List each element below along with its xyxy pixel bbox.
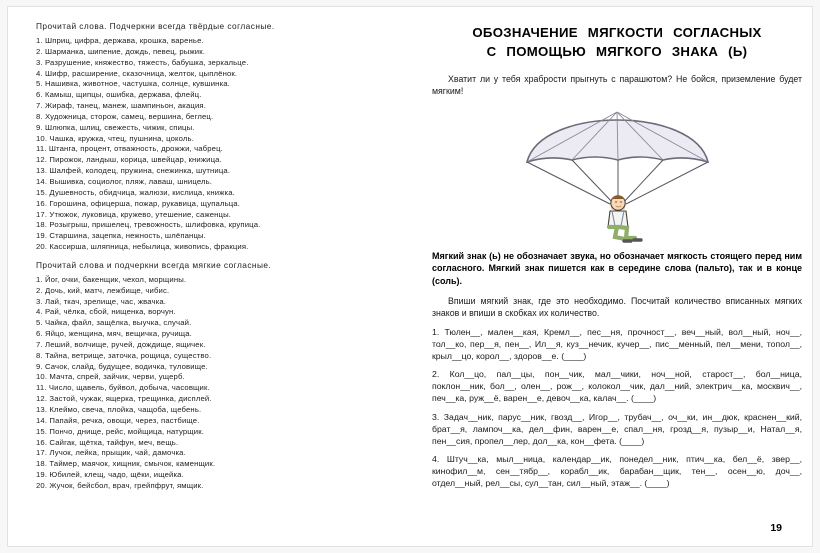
illustration-wrap bbox=[432, 100, 802, 248]
page-title-line2: С ПОМОЩЬЮ МЯГКОГО ЗНАКА (Ь) bbox=[486, 44, 748, 59]
word-list-item: 6. Яйцо, женщина, мяч, вещичка, ручища. bbox=[36, 329, 192, 339]
word-list-item: 3. Разрушение, княжество, тяжесть, бабушка, зеркальце. bbox=[36, 57, 249, 67]
word-list-item: 1. Шприц, цифра, держава, крошка, варенье. bbox=[36, 36, 204, 45]
exercise1-instruction: Прочитай слова. Подчеркни всегда твёрдые согласные. bbox=[36, 21, 275, 31]
word-list-item: 14. Папайя, речка, овощи, через, пастбище. bbox=[36, 415, 200, 425]
word-list-item: 19. Юбилей, клещ, чадо, щёки, ищейка. bbox=[36, 470, 184, 480]
word-list-item: 16. Сайгак, щётка, тайфун, меч, вещь. bbox=[36, 437, 179, 447]
word-list-item: 15. Пончо, днище, рейс, мойщица, натурщик. bbox=[36, 426, 205, 436]
word-list-item: 4. Рай, чёлка, сбой, нищенка, ворчун. bbox=[36, 307, 176, 317]
word-list-item: 14. Вышивка, социолог, пляж, лаваш, шницель. bbox=[36, 176, 213, 186]
task-instruction: Впиши мягкий знак, где это необходимо. Посчитай количество вписанных мягких знаков и впиши в скобках их количество. bbox=[432, 295, 802, 318]
word-list-item: 20. Кассирша, шляпница, небылица, живопись, фракция. bbox=[36, 242, 249, 252]
word-list-item: 19. Старшина, зацепка, нежность, шлёпанцы. bbox=[36, 231, 206, 241]
word-list-item: 1. Йог, очки, бакенщик, чехол, морщины. bbox=[36, 274, 187, 284]
exercise2-word-list bbox=[36, 275, 396, 492]
word-list-item: 18. Розыгрыш, пришелец, тревожность, шлифовка, крупица. bbox=[36, 220, 261, 230]
word-list-item: 3. Лай, ткач, зрелище, час, жвачка. bbox=[36, 296, 167, 306]
word-list-item: 11. Штанга, процент, отважность, дрожжи, чабрец. bbox=[36, 144, 223, 154]
intro-text: Хватит ли у тебя храбрости прыгнуть с парашютом? Не бойся, приземление будет мягким! bbox=[432, 74, 802, 97]
rule-text: Мягкий знак (ь) не обозначает звука, но обозначает мягкость стоящего перед ним согласного. Мягкий знак пишется как в середине слова (пальто), так и в конце (соль). bbox=[432, 250, 802, 286]
word-list-item: 20. Жучок, бейсбол, врач, грейпфрут, ямщик. bbox=[36, 480, 204, 490]
word-list-item: 17. Утюжок, луковица, кружево, утешение, саженцы. bbox=[36, 209, 232, 219]
task-item: 1. Тюлен__, мален__кая, Кремл__, пес__ня, прочност__, веч__ный, вол__ный, ноч__, тол__ко, пер__я, пен__, Ил__я, куз__нечик, кучер__, пис__менный, пел__мени, топол__, крыл__цо, корол__, здоров__е. (____) bbox=[432, 327, 802, 362]
parachute-boy-illustration bbox=[505, 100, 730, 246]
word-list-item: 11. Число, щавель, буйвол, добыча, часовщик. bbox=[36, 383, 210, 393]
word-list-item: 9. Шлюпка, шлиц, свежесть, чижик, спицы. bbox=[36, 122, 195, 132]
word-list-item: 5. Чайка, файл, защёлка, выучка, случай. bbox=[36, 318, 192, 328]
task-item: 3. Задач__ник, парус__ник, гвозд__, Игор__, трубач__, оч__ки, ин__дюк, краснен__кий, брат__я, лампоч__ка, дел__фин, варен__е, спал__ня, грозд__я, пузыр__и, Натал__я, пен__сия, пропел__лер, дол__ка, кон__фета. (____) bbox=[432, 411, 802, 446]
task-list bbox=[432, 326, 802, 489]
word-list-item: 7. Леший, волчище, ручей, дождище, ящичек. bbox=[36, 339, 206, 349]
word-list-item: 9. Сачок, слайд, будущее, водичка, туловище. bbox=[36, 361, 208, 371]
task-item: 4. Штуч__ка, мыл__ница, календар__ик, понедел__ник, птич__ка, бел__ё, звер__, кинофил__м, сен__тябр__, корабл__ик, барабан__щик, тен__, осен__ю, доч__, отдел__ный, рел__сы, сул__тан, сил__ный, этаж__. (____) bbox=[432, 453, 802, 489]
word-list-item: 12. Застой, чужак, ящерка, трещинка, дисплей. bbox=[36, 394, 212, 404]
word-list-item: 8. Художница, сторож, самец, вершина, беглец. bbox=[36, 111, 214, 121]
page-title-line1: ОБОЗНАЧЕНИЕ МЯГКОСТИ СОГЛАСНЫХ bbox=[472, 25, 762, 40]
word-list-item: 17. Лучок, лейка, прыщик, чай, дамочка. bbox=[36, 448, 186, 458]
word-list-item: 2. Шарманка, шипение, дождь, певец, рыжик. bbox=[36, 46, 206, 56]
word-list-item: 16. Горошина, офицерша, пожар, рукавица, щупальца. bbox=[36, 198, 241, 208]
word-list-item: 7. Жираф, танец, манеж, шампиньон, акация. bbox=[36, 101, 207, 111]
word-list-item: 5. Нашивка, животное, частушка, солнце, кувшинка. bbox=[36, 79, 230, 89]
exercise2-instruction: Прочитай слова и подчеркни всегда мягкие согласные. bbox=[36, 259, 272, 270]
left-page bbox=[36, 21, 396, 499]
page-title bbox=[432, 23, 802, 61]
right-page bbox=[432, 23, 802, 495]
word-list-item: 8. Тайна, ветрище, заточка, рощица, существо. bbox=[36, 350, 212, 360]
word-list-item: 12. Пирожок, ландыш, корица, швейцар, книжица. bbox=[36, 155, 222, 165]
word-list-item: 4. Шифр, расширение, сказочница, желток, цыплёнок. bbox=[36, 68, 238, 78]
word-list-item: 13. Клеймо, свеча, плойка, чащоба, щебень. bbox=[36, 405, 202, 414]
word-list-item: 2. Дочь, кий, матч, лежбище, чибис. bbox=[36, 285, 170, 295]
word-list-item: 6. Камыш, щипцы, ошибка, держава, флейц. bbox=[36, 90, 202, 100]
word-list-item: 15. Душевность, обидчица, жалюзи, кислица, книжка. bbox=[36, 187, 235, 197]
task-item: 2. Кол__цо, пал__цы, пон__чик, мал__чики, ноч__ной, старост__, бол__ница, поклон__ник, бол__, олен__, рож__, колокол__чик, дал__ний, электрич__ка, москвич__, печ__ка, руж__ё, варен__е, девоч__ка, калач__. (____) bbox=[432, 369, 802, 404]
word-list-item: 10. Чашка, кружка, чтец, пушнина, цоколь. bbox=[36, 133, 194, 143]
word-list-item: 13. Шалфей, колодец, пружина, снежинка, шутница. bbox=[36, 166, 231, 176]
book-spread bbox=[7, 6, 813, 547]
exercise1-word-list bbox=[36, 36, 396, 253]
page-number: 19 bbox=[770, 522, 782, 534]
word-list-item: 18. Таймер, маячок, хищник, смычок, каменщик. bbox=[36, 459, 216, 469]
word-list-item: 10. Мачта, спрей, зайчик, черви, ущерб. bbox=[36, 372, 185, 382]
